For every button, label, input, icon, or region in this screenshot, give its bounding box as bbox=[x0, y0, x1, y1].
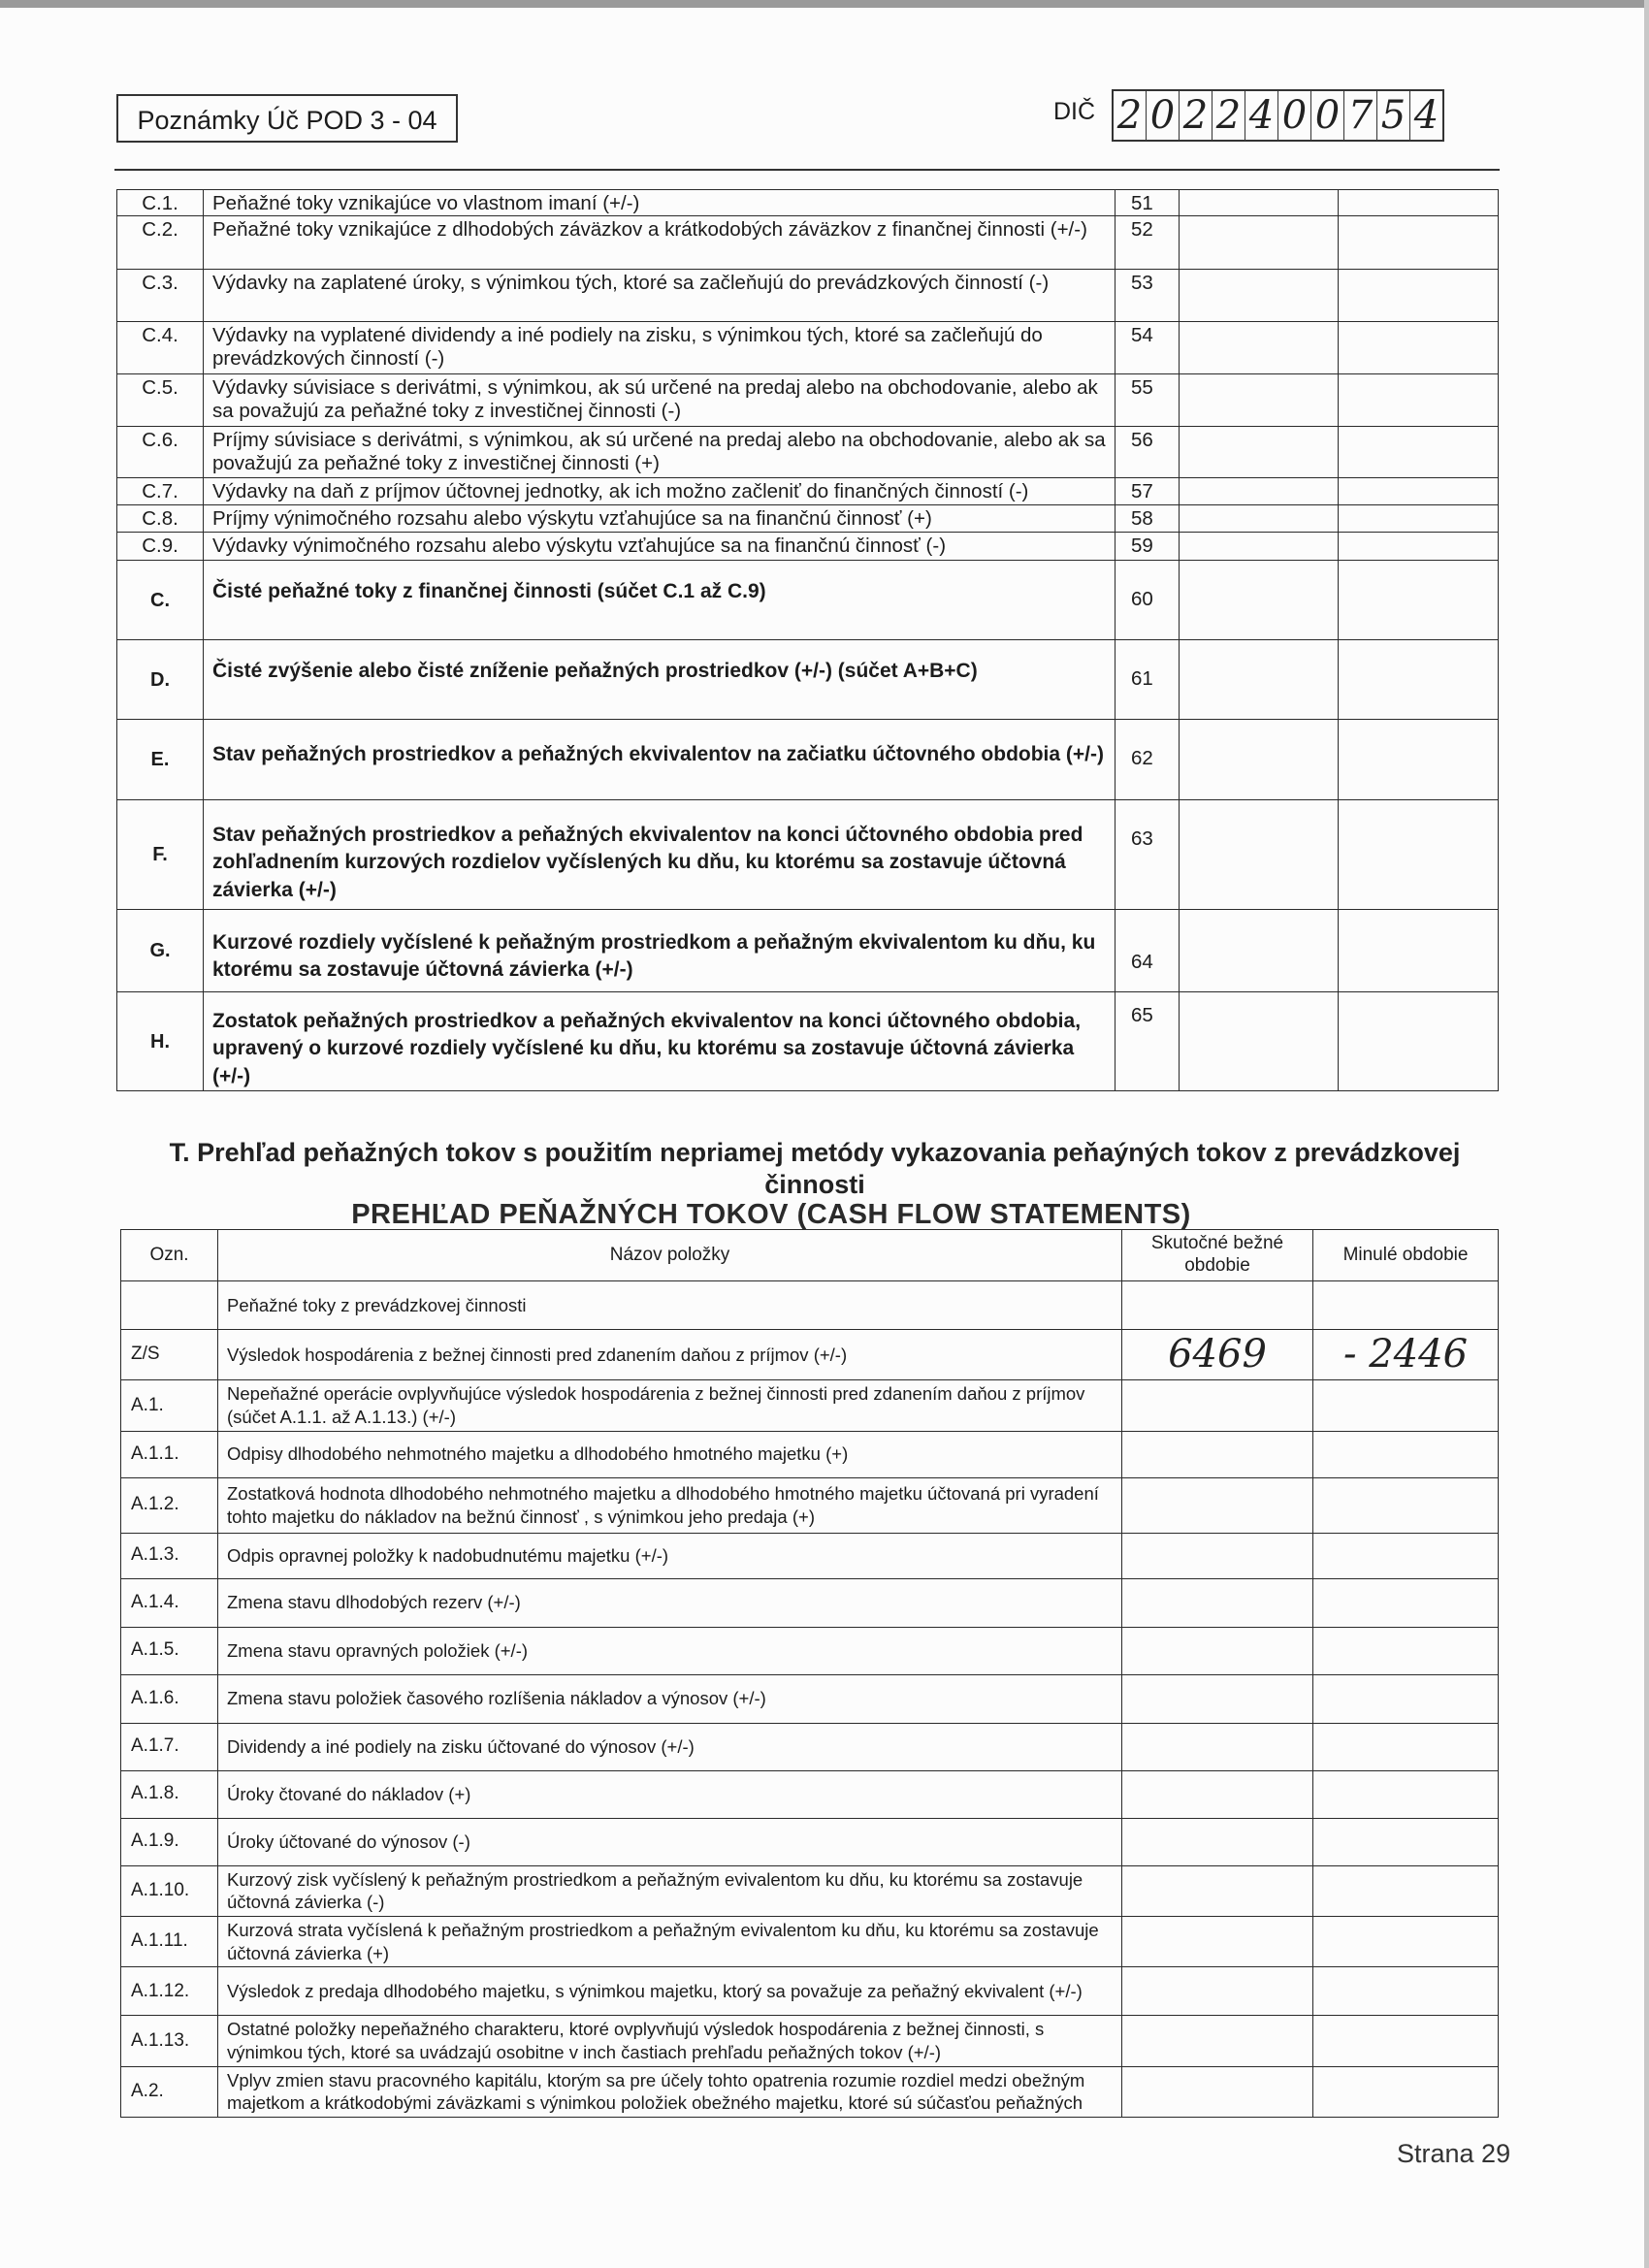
column-header-current: Skutočné bežné obdobie bbox=[1122, 1230, 1313, 1281]
row-code: A.1. bbox=[121, 1380, 218, 1431]
form-name-box: Poznámky Úč POD 3 - 04 bbox=[116, 94, 458, 143]
previous-period-value bbox=[1313, 1477, 1499, 1533]
previous-period-value bbox=[1313, 1723, 1499, 1770]
section-t-heading: T. Prehľad peňažných tokov s použitím nepriamej metódy vykazovania peňaýných tokov z prevádzkovej činnosti bbox=[169, 1138, 1461, 1199]
dic-digit: 2 bbox=[1180, 91, 1212, 140]
row-code: C.5. bbox=[117, 374, 204, 427]
row-code: A.2. bbox=[121, 2066, 218, 2117]
row-code: Z/S bbox=[121, 1330, 218, 1380]
page-number: Strana 29 bbox=[1397, 2139, 1511, 2168]
current-period-value bbox=[1122, 1865, 1313, 1916]
current-period-cell bbox=[1180, 561, 1339, 640]
row-label: Odpis opravnej položky k nadobudnutému majetku (+/-) bbox=[218, 1533, 1122, 1578]
previous-period-value bbox=[1313, 1533, 1499, 1578]
row-code: A.1.6. bbox=[121, 1674, 218, 1723]
table-row bbox=[117, 910, 1499, 992]
previous-period-value bbox=[1313, 1865, 1499, 1916]
table-row bbox=[121, 1865, 1499, 1916]
current-period-value bbox=[1122, 1818, 1313, 1865]
table-row bbox=[117, 427, 1499, 478]
current-period-cell bbox=[1180, 216, 1339, 270]
row-number: 53 bbox=[1116, 270, 1180, 322]
row-label: Peňažné toky vznikajúce vo vlastnom imaní (+/-) bbox=[204, 190, 1116, 216]
current-period-value bbox=[1122, 1674, 1313, 1723]
row-code: C.9. bbox=[117, 533, 204, 561]
previous-period-value bbox=[1313, 1967, 1499, 2016]
row-number: 55 bbox=[1116, 374, 1180, 427]
current-period-value bbox=[1122, 1431, 1313, 1477]
row-code: A.1.8. bbox=[121, 1770, 218, 1818]
row-label: Kurzové rozdiely vyčíslené k peňažným prostriedkom a peňažným ekvivalentom ku dňu, ku ktorému sa zostavuje účtovná závierka (+/-) bbox=[204, 910, 1116, 992]
row-label: Ostatné položky nepeňažného charakteru, ktoré ovplyvňujú výsledok hospodárenia z bežnej činnosti, s výnimkou tých, ktoré sa uvádzajú osobitne v inch častiach prehľadu peňažných tokov (+/-) bbox=[218, 2016, 1122, 2066]
previous-period-value bbox=[1313, 1431, 1499, 1477]
column-header-previous: Minulé obdobie bbox=[1313, 1230, 1499, 1281]
current-period-cell bbox=[1180, 800, 1339, 910]
row-code: C.2. bbox=[117, 216, 204, 270]
dic-digit: 2 bbox=[1212, 91, 1245, 140]
current-period-value bbox=[1122, 1533, 1313, 1578]
row-number: 62 bbox=[1116, 720, 1180, 800]
dic-digit: 2 bbox=[1114, 91, 1147, 140]
table-row bbox=[117, 992, 1499, 1091]
row-label: Výdavky na daň z príjmov účtovnej jednotky, ak ich možno začleniť do finančných činností (-) bbox=[204, 478, 1116, 505]
row-code: C.8. bbox=[117, 505, 204, 533]
previous-period-cell bbox=[1339, 374, 1499, 427]
row-label: Úroky účtované do výnosov (-) bbox=[218, 1818, 1122, 1865]
row-label: Výdavky na vyplatené dividendy a iné podiely na zisku, s výnimkou tých, ktoré sa začleňujú do prevádzkových činností (-) bbox=[204, 322, 1116, 374]
row-code: C.7. bbox=[117, 478, 204, 505]
row-label: Výsledok z predaja dlhodobého majetku, s výnimkou majetku, ktorý sa považuje za peňažný ekvivalent (+/-) bbox=[218, 1967, 1122, 2016]
current-period-cell bbox=[1180, 190, 1339, 216]
scan-edge-right bbox=[1644, 0, 1649, 2268]
row-code: C.6. bbox=[117, 427, 204, 478]
row-number: 56 bbox=[1116, 427, 1180, 478]
row-code: A.1.10. bbox=[121, 1865, 218, 1916]
row-number: 59 bbox=[1116, 533, 1180, 561]
row-code: D. bbox=[117, 640, 204, 720]
table-row bbox=[117, 800, 1499, 910]
current-period-cell bbox=[1180, 478, 1339, 505]
table-row bbox=[121, 1330, 1499, 1380]
table-row bbox=[121, 1627, 1499, 1674]
current-period-cell bbox=[1180, 640, 1339, 720]
table-row bbox=[121, 1916, 1499, 1966]
row-number: 63 bbox=[1116, 800, 1180, 910]
previous-period-cell bbox=[1339, 270, 1499, 322]
previous-period-cell bbox=[1339, 427, 1499, 478]
table-row bbox=[121, 1477, 1499, 1533]
row-number: 65 bbox=[1116, 992, 1180, 1091]
row-label: Výdavky výnimočného rozsahu alebo výskytu vzťahujúce sa na finančnú činnosť (-) bbox=[204, 533, 1116, 561]
row-label: Kurzový zisk vyčíslený k peňažným prostriedkom a peňažným evivalentom ku dňu, ku ktorému sa zostavuje účtovná závierka (-) bbox=[218, 1865, 1122, 1916]
column-header-code: Ozn. bbox=[121, 1230, 218, 1281]
current-period-cell bbox=[1180, 533, 1339, 561]
table-row bbox=[117, 270, 1499, 322]
previous-period-cell bbox=[1339, 561, 1499, 640]
table-row bbox=[117, 505, 1499, 533]
row-label: Stav peňažných prostriedkov a peňažných ekvivalentov na začiatku účtovného obdobia (+/-) bbox=[204, 720, 1116, 800]
table-row bbox=[121, 1533, 1499, 1578]
row-label: Odpisy dlhodobého nehmotného majetku a dlhodobého hmotného majetku (+) bbox=[218, 1431, 1122, 1477]
row-code: A.1.9. bbox=[121, 1818, 218, 1865]
row-code: F. bbox=[117, 800, 204, 910]
current-period-value bbox=[1122, 2016, 1313, 2066]
row-label: Peňažné toky vznikajúce z dlhodobých záväzkov a krátkodobých záväzkov z finančnej činnosti (+/-) bbox=[204, 216, 1116, 270]
row-number: 51 bbox=[1116, 190, 1180, 216]
current-period-value bbox=[1122, 1967, 1313, 2016]
previous-period-value bbox=[1313, 1674, 1499, 1723]
table-row bbox=[121, 1723, 1499, 1770]
row-number: 52 bbox=[1116, 216, 1180, 270]
current-period-value bbox=[1122, 1723, 1313, 1770]
previous-period-cell bbox=[1339, 720, 1499, 800]
dic-digit: 0 bbox=[1147, 91, 1180, 140]
table-row bbox=[121, 1431, 1499, 1477]
row-code: A.1.11. bbox=[121, 1916, 218, 1966]
previous-period-cell bbox=[1339, 478, 1499, 505]
row-label: Čisté zvýšenie alebo čisté zníženie peňažných prostriedkov (+/-) (súčet A+B+C) bbox=[204, 640, 1116, 720]
table-row bbox=[117, 561, 1499, 640]
row-number: 54 bbox=[1116, 322, 1180, 374]
row-label: Úroky čtované do nákladov (+) bbox=[218, 1770, 1122, 1818]
row-code: A.1.12. bbox=[121, 1967, 218, 2016]
row-code: H. bbox=[117, 992, 204, 1091]
table-row bbox=[121, 1578, 1499, 1627]
current-period-value: 6469 bbox=[1122, 1330, 1313, 1380]
table-row bbox=[117, 478, 1499, 505]
row-label: Čisté peňažné toky z finančnej činnosti (súčet C.1 až C.9) bbox=[204, 561, 1116, 640]
current-period-cell bbox=[1180, 374, 1339, 427]
row-label: Stav peňažných prostriedkov a peňažných ekvivalentov na konci účtovného obdobia pred zohľadnením kurzových rozdielov vyčíslených ku dňu, ku ktorému sa zostavuje účtovná závierka (+/-) bbox=[204, 800, 1116, 910]
current-period-cell bbox=[1180, 322, 1339, 374]
row-label: Nepeňažné operácie ovplyvňujúce výsledok hospodárenia z bežnej činnosti pred zdanením daňou z príjmov (súčet A.1.1. až A.1.13.) (+/-) bbox=[218, 1380, 1122, 1431]
row-number: 64 bbox=[1116, 910, 1180, 992]
dic-digit: 7 bbox=[1344, 91, 1377, 140]
previous-period-cell bbox=[1339, 800, 1499, 910]
row-label: Dividendy a iné podiely na zisku účtované do výnosov (+/-) bbox=[218, 1723, 1122, 1770]
table-row bbox=[121, 2066, 1499, 2117]
table-group-row bbox=[121, 1281, 1499, 1330]
previous-period-value bbox=[1313, 1380, 1499, 1431]
row-label: Výsledok hospodárenia z bežnej činnosti pred zdanením daňou z príjmov (+/-) bbox=[218, 1330, 1122, 1380]
row-number: 57 bbox=[1116, 478, 1180, 505]
current-period-cell bbox=[1180, 910, 1339, 992]
row-code: E. bbox=[117, 720, 204, 800]
table-row bbox=[121, 1967, 1499, 2016]
current-period-cell bbox=[1180, 270, 1339, 322]
previous-period-value bbox=[1313, 1916, 1499, 1966]
current-period-value bbox=[1122, 1477, 1313, 1533]
table-row bbox=[117, 216, 1499, 270]
table-row bbox=[117, 374, 1499, 427]
row-code: A.1.4. bbox=[121, 1578, 218, 1627]
row-number: 61 bbox=[1116, 640, 1180, 720]
dic-digit: 0 bbox=[1278, 91, 1311, 140]
dic-label: DIČ bbox=[1053, 98, 1096, 125]
scan-edge-top bbox=[0, 0, 1649, 8]
current-period-cell bbox=[1180, 992, 1339, 1091]
current-period-value bbox=[1122, 1770, 1313, 1818]
dic-digit: 0 bbox=[1311, 91, 1344, 140]
header-rule bbox=[114, 169, 1500, 171]
table-row bbox=[117, 533, 1499, 561]
current-period-value bbox=[1122, 1627, 1313, 1674]
row-code: C.1. bbox=[117, 190, 204, 216]
previous-period-value bbox=[1313, 2016, 1499, 2066]
table-row bbox=[121, 1380, 1499, 1431]
table-row bbox=[117, 322, 1499, 374]
row-label: Príjmy výnimočného rozsahu alebo výskytu vzťahujúce sa na finančnú činnosť (+) bbox=[204, 505, 1116, 533]
previous-period-cell bbox=[1339, 992, 1499, 1091]
dic-digit: 5 bbox=[1377, 91, 1410, 140]
row-code: A.1.3. bbox=[121, 1533, 218, 1578]
section-t-subheading: PREHĽAD PEŇAŽNÝCH TOKOV (CASH FLOW STATEMENTS) bbox=[351, 1199, 1191, 1230]
previous-period-cell bbox=[1313, 1281, 1499, 1330]
current-period-value bbox=[1122, 2066, 1313, 2117]
table-row bbox=[121, 1818, 1499, 1865]
table-header-row bbox=[121, 1230, 1499, 1281]
current-period-value bbox=[1122, 1380, 1313, 1431]
current-period-cell bbox=[1180, 505, 1339, 533]
previous-period-cell bbox=[1339, 910, 1499, 992]
previous-period-value bbox=[1313, 1818, 1499, 1865]
row-label: Zmena stavu dlhodobých rezerv (+/-) bbox=[218, 1578, 1122, 1627]
row-code: A.1.1. bbox=[121, 1431, 218, 1477]
dic-digit: 4 bbox=[1413, 93, 1439, 138]
row-code: G. bbox=[117, 910, 204, 992]
previous-period-cell bbox=[1339, 640, 1499, 720]
table-row bbox=[121, 1770, 1499, 1818]
current-period-cell bbox=[1180, 427, 1339, 478]
previous-period-cell bbox=[1339, 216, 1499, 270]
table-row bbox=[117, 720, 1499, 800]
previous-period-value bbox=[1313, 1578, 1499, 1627]
row-label: Výdavky súvisiace s derivátmi, s výnimkou, ak sú určené na predaj alebo na obchodovanie, alebo ak sa považujú za peňažné toky z investičnej činnosti (-) bbox=[204, 374, 1116, 427]
row-label: Zostatok peňažných prostriedkov a peňažných ekvivalentov na konci účtovného obdobia, upravený o kurzové rozdiely vyčíslené ku dňu, ku ktorému sa zostavuje účtovná závierka (+/-) bbox=[204, 992, 1116, 1091]
column-header-name: Názov položky bbox=[218, 1230, 1122, 1281]
current-period-cell bbox=[1180, 720, 1339, 800]
row-number: 60 bbox=[1116, 561, 1180, 640]
previous-period-cell bbox=[1339, 533, 1499, 561]
group-code-cell bbox=[121, 1281, 218, 1330]
row-label: Zmena stavu opravných položiek (+/-) bbox=[218, 1627, 1122, 1674]
cash-flow-financing-table bbox=[116, 189, 1499, 1091]
previous-period-value bbox=[1313, 1627, 1499, 1674]
row-code: A.1.13. bbox=[121, 2016, 218, 2066]
dic-digit: 4 bbox=[1245, 91, 1278, 140]
table-row bbox=[117, 640, 1499, 720]
current-period-value bbox=[1122, 1916, 1313, 1966]
cash-flow-statement-table bbox=[120, 1229, 1499, 2118]
row-code: A.1.7. bbox=[121, 1723, 218, 1770]
row-code: A.1.2. bbox=[121, 1477, 218, 1533]
current-period-value bbox=[1122, 1578, 1313, 1627]
previous-period-value: - 2446 bbox=[1313, 1330, 1499, 1380]
row-label: Kurzová strata vyčíslená k peňažným prostriedkom a peňažným evivalentom ku dňu, ku ktorému sa zostavuje účtovná závierka (+) bbox=[218, 1916, 1122, 1966]
previous-period-value bbox=[1313, 2066, 1499, 2117]
row-label: Príjmy súvisiace s derivátmi, s výnimkou, ak sú určené na predaj alebo na obchodovanie, alebo ak sa považujú za peňažné toky z investičnej činnosti (+) bbox=[204, 427, 1116, 478]
previous-period-value bbox=[1313, 1770, 1499, 1818]
row-label: Zmena stavu položiek časového rozlíšenia nákladov a výnosov (+/-) bbox=[218, 1674, 1122, 1723]
previous-period-cell bbox=[1339, 322, 1499, 374]
row-code: C.4. bbox=[117, 322, 204, 374]
dic-number bbox=[1112, 89, 1444, 142]
row-label: Výdavky na zaplatené úroky, s výnimkou tých, ktoré sa začleňujú do prevádzkových činností (-) bbox=[204, 270, 1116, 322]
row-label: Vplyv zmien stavu pracovného kapitálu, ktorým sa pre účely tohto opatrenia rozumie rozdiel medzi obežným majetkom a krátkodobými záväzkami s výnimkou položiek obežného majetku, ktoré sú súčasťou peňažných bbox=[218, 2066, 1122, 2117]
table-row bbox=[121, 2016, 1499, 2066]
row-code: A.1.5. bbox=[121, 1627, 218, 1674]
previous-period-cell bbox=[1339, 505, 1499, 533]
current-period-cell bbox=[1122, 1281, 1313, 1330]
table-row bbox=[121, 1674, 1499, 1723]
table-row bbox=[117, 190, 1499, 216]
row-label: Zostatková hodnota dlhodobého nehmotného majetku a dlhodobého hmotného majetku účtovaná pri vyradení tohto majetku do nákladov na bežnú činnosť , s výnimkou jeho predaja (+) bbox=[218, 1477, 1122, 1533]
previous-period-cell bbox=[1339, 190, 1499, 216]
row-number: 58 bbox=[1116, 505, 1180, 533]
row-code: C.3. bbox=[117, 270, 204, 322]
group-label: Peňažné toky z prevádzkovej činnosti bbox=[218, 1281, 1122, 1330]
row-code: C. bbox=[117, 561, 204, 640]
